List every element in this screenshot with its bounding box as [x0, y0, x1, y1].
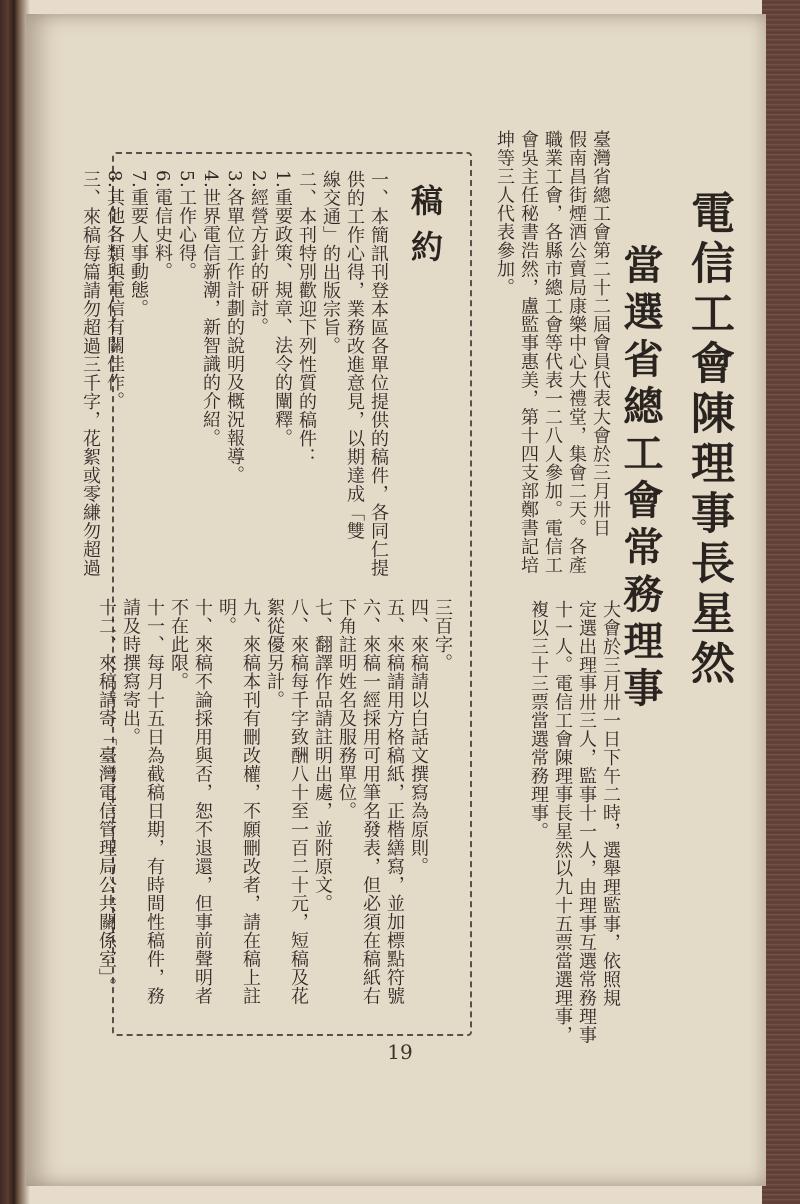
guideline-column: 絮從優另計。 [264, 598, 285, 709]
guideline-column: 3.各單位工作計劃的說明及概況報導。 [224, 170, 245, 485]
guideline-column: 七、翻譯作品請註明出處，並附原文。 [312, 598, 333, 913]
guideline-column: 請及時撰寫寄出。 [120, 598, 141, 746]
intro-column: 臺灣省總工會第二十二屆會員代表大會於三月卅日 [590, 130, 611, 537]
guideline-column: 二、本刊特別歡迎下列性質的稿件： [296, 170, 317, 466]
guideline-column: 一、本簡訊刊登本區各單位提供的稿件，各同仁提 [368, 170, 389, 577]
intro-column: 假南昌街煙酒公賣局康樂中心大禮堂，集會二天。各產 [566, 130, 587, 574]
guideline-column: 六、來稿一經採用可用筆名發表，但必須在稿紙右 [360, 598, 381, 1005]
result-column: 定選出理事卅三人，監事十一人，由理事互選常務理事 [576, 600, 597, 1044]
page-edge [762, 0, 800, 1204]
guideline-column: 1.重要政策、規章、法令的闡釋。 [272, 170, 293, 448]
headline-line-2: 當選省總工會常務理事 [617, 244, 664, 714]
guideline-column: 十二、來稿請寄「臺灣電信管理局公共關係室」。 [96, 598, 117, 996]
guideline-column: 供的工作心得，業務改進意見，以期達成「雙 [344, 170, 365, 540]
intro-column: 職業工會，各縣市總工會等代表一二八人參加。電信工 [542, 130, 563, 574]
guideline-column: 明。 [216, 598, 237, 635]
result-column: 複以三十三票當選常務理事。 [528, 600, 549, 841]
guidelines-upper [80, 170, 390, 590]
guideline-column: 下角註明姓名及服務單位。 [336, 598, 357, 820]
guideline-column: 4.世界電信新潮，新智識的介紹。 [200, 170, 221, 448]
guideline-column: 2.經營方針的研討。 [248, 170, 269, 337]
guideline-column: 線交通」的出版宗旨。 [320, 170, 341, 355]
result-column: 十一人。電信工會陳理事長星然以九十五票當選理事， [552, 600, 573, 1044]
page-number: 19 [387, 1040, 413, 1064]
headline-line-1: 電信工會陳理事長星然 [683, 190, 734, 690]
result-column: 大會於三月卅一日下午二時，選舉理監事，依照規 [600, 600, 621, 1007]
guideline-column: 十一、每月十五日為截稿日期，有時間性稿件，務 [144, 598, 165, 1005]
guideline-column: 6.電信史料。 [152, 170, 173, 281]
guideline-column: 5.工作心得。 [176, 170, 197, 281]
article-intro [466, 130, 612, 650]
guideline-column: 九、來稿本刊有刪改權，不願刪改者，請在稿上註 [240, 598, 261, 1005]
guideline-column: 7.重要人事動態。 [128, 170, 149, 318]
guideline-column: 五、來稿請用方格稿紙，正楷繕寫，並加標點符號 [384, 598, 405, 1005]
guideline-column: 三、來稿每篇請勿超過三千字，花絮或零縑勿超過 [80, 170, 101, 577]
guideline-column: 三百字。 [432, 598, 453, 672]
guideline-column: 十、來稿不論採用與否，恕不退還，但事前聲明者 [192, 598, 213, 1005]
intro-column: 坤等三人代表參加。 [494, 130, 515, 297]
guideline-column: 8.其他各類與電信有關佳作。 [104, 170, 125, 411]
guidelines-lower [96, 598, 454, 1018]
guidelines-title: 稿約 [406, 184, 444, 276]
guideline-column: 八、來稿每千字致酬八十至一百二十元，短稿及花 [288, 598, 309, 1005]
article-result [488, 600, 622, 1044]
intro-column: 會吳主任秘書浩然，盧監事惠美，第十四支部鄭書記培 [518, 130, 539, 574]
guideline-column: 四、來稿請以白話文撰寫為原則。 [408, 598, 429, 876]
guideline-column: 不在此限。 [168, 598, 189, 691]
